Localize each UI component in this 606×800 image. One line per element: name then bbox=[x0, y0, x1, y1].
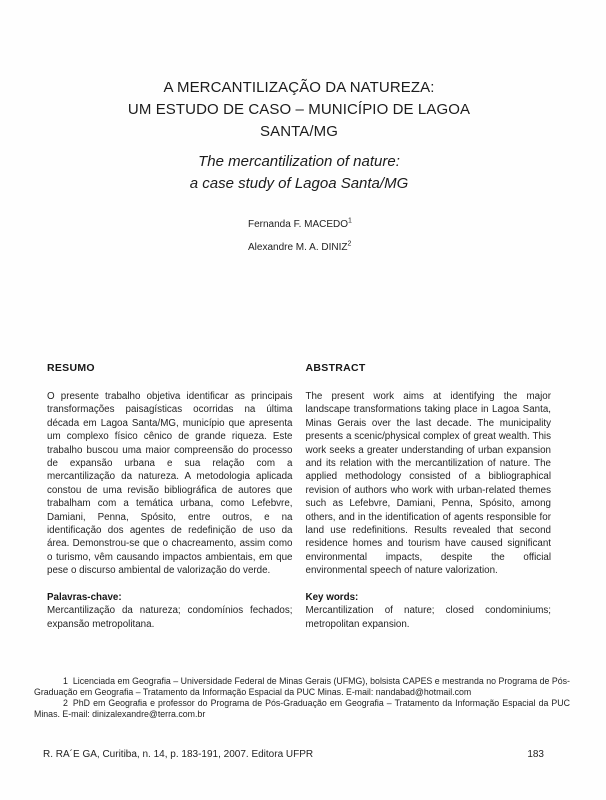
abstract-columns bbox=[47, 362, 551, 631]
abstract-body: The present work aims at identifying the major landscape transformations taking place in Lagoa Santa, Minas Gerais over the last decade. The municipality presents a scenic/physical complex of great wealth. This work seeks a greater understanding of urban expansion and its relation with the mercantilization of nature. The applied methodology consisted of a bibliographical revision of authors who work with urban-related themes such as Lefebvre, Damiani, Penna, Spósito, among others, and in the identification of agents responsible for land use redefinitions. Results revealed that second residence homes and tourism have caused significant environmental impacts, despite the official environmental speech of nature valorization. bbox=[305, 391, 551, 577]
resumo-column bbox=[47, 362, 293, 631]
author-line bbox=[248, 213, 551, 236]
article-subtitle bbox=[47, 151, 551, 195]
author-footnote-ref: 2 bbox=[347, 240, 352, 248]
footnote-number: 2 bbox=[63, 698, 68, 708]
article-title-line: SANTA/MG bbox=[259, 123, 339, 140]
footnote-number: 1 bbox=[63, 676, 68, 686]
author-footnote-ref: 1 bbox=[348, 217, 352, 225]
article-title-line: UM ESTUDO DE CASO – MUNICÍPIO DE LAGOA bbox=[127, 101, 471, 118]
page-number: 183 bbox=[527, 749, 544, 760]
footnote-text: PhD em Geografia e professor do Programa de Pós-Graduação em Geografia – Tratamento da Informação Espacial da PUC Minas. E-mail: dinizalexandre@terra.com.br bbox=[34, 698, 570, 719]
article-title bbox=[47, 77, 551, 143]
footer-citation: R. RA´E GA, Curitiba, n. 14, p. 183-191, 2007. Editora UFPR bbox=[43, 749, 314, 760]
abstract-heading: ABSTRACT bbox=[305, 362, 366, 374]
author-list bbox=[248, 213, 551, 259]
author-line bbox=[248, 236, 551, 259]
keywords-text: Mercantilization of nature; closed condominiums; metropolitan expansion. bbox=[305, 605, 551, 630]
resumo-body: O presente trabalho objetiva identificar as principais transformações paisagísticas ocorridas na última década em Lagoa Santa/MG, município que apresenta um complexo físico cênico de grande riqueza. Este trabalho buscou uma maior compreensão do processo de expansão urbana e sua relação com a mercantilização da natureza. A metodologia aplicada constou de uma revisão bibliográfica de autores que trabalham com a temática urbana, como Lefebvre, Damiani, Penna, Spósito, entre outros, e na identificação dos agentes de redefinição de uso da área. Demonstrou-se que o chacreamento, assim como o turismo, vêm causando impactos ambientais, em que pese o discurso ambiental de valorização do verde. bbox=[47, 391, 293, 577]
footnote-block bbox=[34, 676, 570, 720]
footnote bbox=[34, 698, 570, 720]
palavras-chave-text: Mercantilização da natureza; condomínios fechados; expansão metropolitana. bbox=[47, 605, 293, 630]
page-content bbox=[0, 77, 606, 631]
author-name: Fernanda F. MACEDO bbox=[248, 219, 349, 230]
page-footer bbox=[43, 749, 544, 761]
abstract-column bbox=[306, 362, 552, 631]
footnote-text: Licenciada em Geografia – Universidade Federal de Minas Gerais (UFMG), bolsista CAPES e mestranda no Programa de Pós-Graduação em Geografia – Tratamento da Informação Espacial da PUC Minas. E-mail: nandabad@hotmail.com bbox=[34, 676, 570, 697]
author-name: Alexandre M. A. DINIZ bbox=[248, 242, 348, 253]
article-title-line: A MERCANTILIZAÇÃO DA NATUREZA: bbox=[163, 79, 435, 96]
footnote bbox=[34, 676, 570, 698]
article-subtitle-line: a case study of Lagoa Santa/MG bbox=[189, 175, 409, 192]
resumo-heading: RESUMO bbox=[47, 362, 95, 374]
palavras-chave-heading: Palavras-chave: bbox=[47, 591, 122, 603]
article-subtitle-line: The mercantilization of nature: bbox=[198, 153, 400, 170]
keywords-heading: Key words: bbox=[305, 591, 359, 603]
